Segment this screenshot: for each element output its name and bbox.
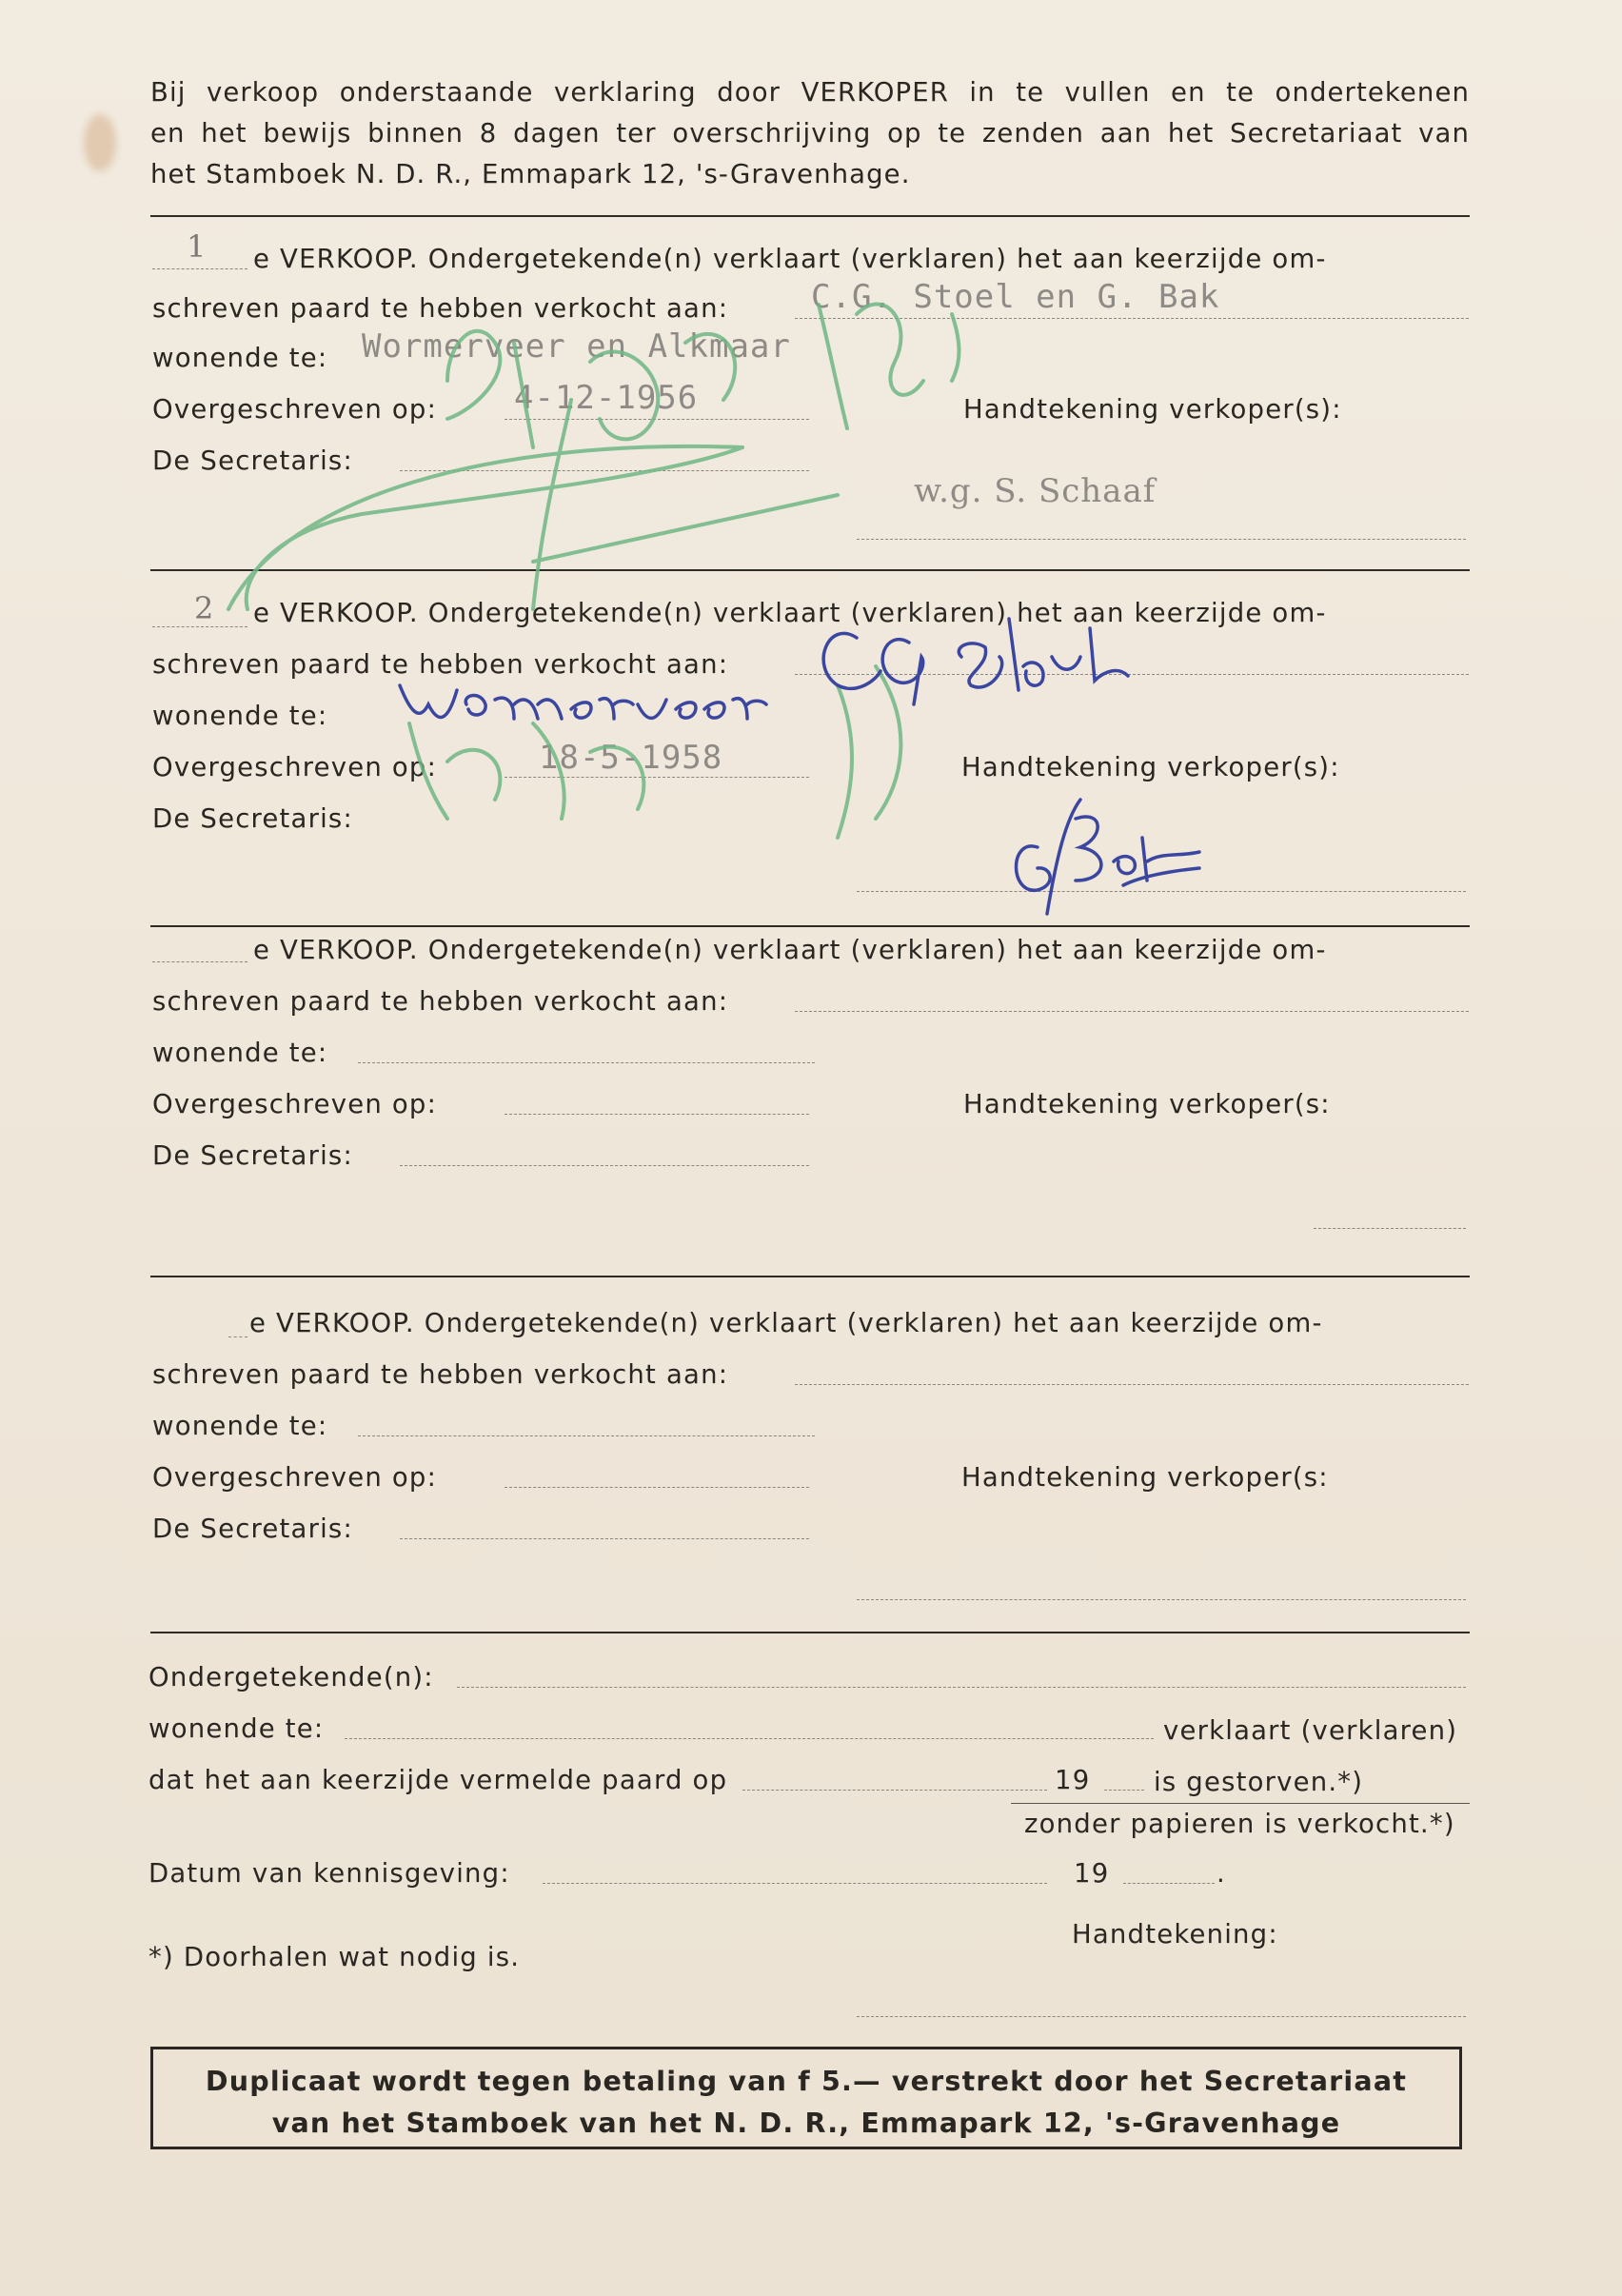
section-divider	[150, 215, 1470, 217]
signature-label: Handtekening verkoper(s:	[961, 1462, 1329, 1493]
sale-number: 2	[194, 590, 214, 626]
transferred-label: Overgeschreven op:	[152, 394, 438, 425]
intro-line-3: het Stamboek N. D. R., Emmapark 12, 's-Gravenhage.	[150, 159, 911, 189]
option-separator	[1011, 1803, 1470, 1804]
signature-label: Handtekening verkoper(s):	[961, 752, 1340, 782]
sale-heading: e VERKOOP. Ondergetekende(n) verklaart (verklaren) het aan keerzijde om-	[253, 935, 1327, 965]
residence-label: wonende te:	[152, 701, 328, 731]
sold-to-label: schreven paard te hebben verkocht aan:	[152, 1359, 729, 1390]
sold-to-value: C.G. Stoel en G. Bak	[811, 278, 1220, 316]
residence-label: wonende te:	[152, 1411, 328, 1441]
sold-to-label: schreven paard te hebben verkocht aan:	[152, 293, 729, 324]
declares-text: verklaart (verklaren)	[1163, 1715, 1458, 1746]
signature-label: Handtekening verkoper(s):	[963, 394, 1342, 425]
residence-value: Wormerveer en Alkmaar	[362, 327, 791, 366]
transferred-line	[504, 1487, 809, 1488]
transferred-line	[504, 1114, 809, 1115]
signature-line	[857, 1599, 1466, 1600]
secretary-label: De Secretaris:	[152, 803, 353, 834]
signatory-line	[457, 1687, 1466, 1688]
paper-stain	[84, 114, 116, 171]
sale-number-line	[152, 626, 247, 627]
sold-without-papers-text: zonder papieren is verkocht.*)	[1024, 1809, 1455, 1839]
sold-to-line	[795, 1384, 1469, 1385]
duplicate-line-1: Duplicaat wordt tegen betaling van f 5.— verstrekt door het Secretariaat	[205, 2066, 1408, 2097]
section-divider	[150, 925, 1470, 927]
notice-date-line	[543, 1883, 1047, 1884]
duplicate-line-2: van het Stamboek van het N. D. R., Emmapark 12, 's-Gravenhage	[271, 2108, 1341, 2139]
signature-label: Handtekening verkoper(s:	[963, 1089, 1331, 1119]
signature-line	[857, 891, 1466, 892]
residence-label: wonende te:	[152, 1038, 328, 1068]
secretary-line	[400, 470, 809, 471]
secretary-label: De Secretaris:	[152, 1514, 353, 1544]
death-date-line	[742, 1790, 1047, 1791]
transferred-line	[504, 777, 809, 778]
notice-end: .	[1216, 1858, 1226, 1889]
intro-line-1: Bij verkoop onderstaande verklaring door VERKOPER in te vullen en te ondertekenen	[150, 77, 1470, 108]
residence-label: wonende te:	[152, 343, 328, 373]
footnote: *) Doorhalen wat nodig is.	[148, 1942, 521, 1972]
residence-line	[358, 1435, 815, 1436]
death-signature-label: Handtekening:	[1072, 1919, 1278, 1950]
sale-heading: e VERKOOP. Ondergetekende(n) verklaart (verklaren) het aan keerzijde om-	[253, 244, 1327, 274]
transferred-value: 18-5-1958	[539, 739, 723, 777]
sold-to-line	[795, 318, 1469, 319]
signature-line	[1314, 1228, 1466, 1229]
signature-line	[857, 539, 1466, 540]
transferred-label: Overgeschreven op:	[152, 1462, 438, 1493]
sale-number-line	[152, 268, 247, 269]
duplicate-notice-box	[150, 2047, 1462, 2149]
death-year-prefix: 19	[1055, 1765, 1091, 1795]
died-text: is gestorven.*)	[1154, 1767, 1364, 1797]
sold-to-label: schreven paard te hebben verkocht aan:	[152, 649, 729, 680]
seller-signature-typed: w.g. S. Schaaf	[914, 472, 1157, 510]
intro-instructions	[150, 72, 1470, 195]
transferred-line	[504, 419, 809, 420]
section-divider	[150, 569, 1470, 571]
sale-number: 1	[187, 228, 207, 265]
notice-year-prefix: 19	[1074, 1858, 1110, 1889]
sold-to-label: schreven paard te hebben verkocht aan:	[152, 986, 729, 1017]
sale-heading: e VERKOOP. Ondergetekende(n) verklaart (verklaren) het aan keerzijde om-	[253, 598, 1327, 628]
horse-text: dat het aan keerzijde vermelde paard op	[148, 1765, 728, 1795]
secretary-label: De Secretaris:	[152, 445, 353, 476]
transferred-label: Overgeschreven op:	[152, 752, 438, 782]
sale-number-line	[228, 1336, 247, 1337]
secretary-line	[400, 1165, 809, 1166]
signatory-label: Ondergetekende(n):	[148, 1662, 434, 1692]
notice-date-label: Datum van kennisgeving:	[148, 1858, 510, 1889]
section-divider	[150, 1276, 1470, 1277]
residence-line	[358, 1062, 815, 1063]
sale-heading: e VERKOOP. Ondergetekende(n) verklaart (verklaren) het aan keerzijde om-	[249, 1308, 1323, 1338]
death-year-line	[1104, 1790, 1144, 1791]
secretary-label: De Secretaris:	[152, 1140, 353, 1171]
transferred-label: Overgeschreven op:	[152, 1089, 438, 1119]
sale-number-line	[152, 961, 247, 962]
death-signature-line	[857, 2016, 1466, 2017]
intro-line-2: en het bewijs binnen 8 dagen ter overschrijving op te zenden aan het Secretariaat van	[150, 118, 1470, 148]
death-residence-label: wonende te:	[148, 1713, 325, 1744]
sold-to-line	[795, 674, 1469, 675]
secretary-line	[400, 1538, 809, 1539]
death-residence-line	[345, 1738, 1154, 1739]
sold-to-line	[795, 1011, 1469, 1012]
section-divider	[150, 1632, 1470, 1633]
notice-year-line	[1123, 1883, 1215, 1884]
transferred-value: 4-12-1956	[514, 379, 699, 417]
